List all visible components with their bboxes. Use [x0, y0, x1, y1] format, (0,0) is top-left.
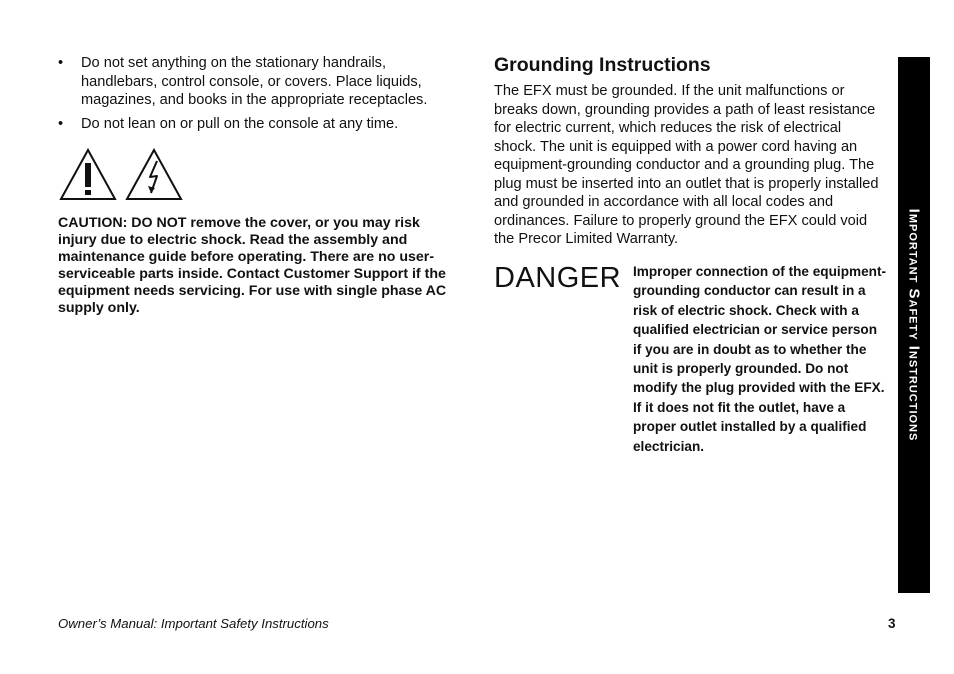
danger-label: DANGER	[494, 262, 622, 294]
list-item	[58, 115, 450, 134]
caution-text: CAUTION: DO NOT remove the cover, or you may risk injury due to electric shock. Read the assembly and maintenance guide before operating. There are no user-serviceable parts inside. Contact Customer Support if the equipment needs servicing. For use with single phase AC supply only.	[58, 215, 447, 316]
list-item	[58, 54, 450, 110]
bullet-text: Do not set anything on the stationary handrails, handlebars, control console, or covers. Place liquids, magazines, and books in the appropriate receptacles.	[81, 55, 428, 108]
grounding-body-text: The EFX must be grounded. If the unit malfunctions or breaks down, grounding provides a path of least resistance for electric current, which reduces the risk of electrical shock. The unit is equipped with a power cord having an equipment-grounding conductor and a grounding plug. The plug must be inserted into an outlet that is properly installed and grounded in accordance with all local codes and ordinances. Failure to properly ground the EFX could void the Precor Limited Warranty.	[494, 83, 879, 247]
page-number: 3	[888, 616, 896, 631]
danger-text: Improper connection of the equipment-grounding conductor can result in a risk of electric shock. Check with a qualified electrician or service person if you are in doubt as to whether the unit is properly grounded. Do not modify the plug provided with the EFX. If it does not fit the outlet, have a proper outlet installed by a qualified electrician.	[633, 264, 886, 454]
warning-icons	[58, 147, 450, 203]
bullet-symbol: •	[58, 55, 64, 71]
bullet-text: Do not lean on or pull on the console at any time.	[81, 115, 399, 132]
right-column	[494, 52, 886, 249]
left-column	[58, 54, 450, 331]
section-title: Grounding Instructions	[494, 54, 711, 76]
bullet-list	[58, 54, 450, 133]
exclamation-warning-icon	[58, 147, 118, 203]
electric-shock-warning-icon	[124, 147, 184, 203]
side-tab-label: Important Safety Instructions	[905, 208, 923, 442]
footer-title: Owner’s Manual: Important Safety Instructions	[58, 616, 329, 631]
section-side-tab	[898, 57, 930, 593]
bullet-symbol: •	[58, 115, 64, 132]
